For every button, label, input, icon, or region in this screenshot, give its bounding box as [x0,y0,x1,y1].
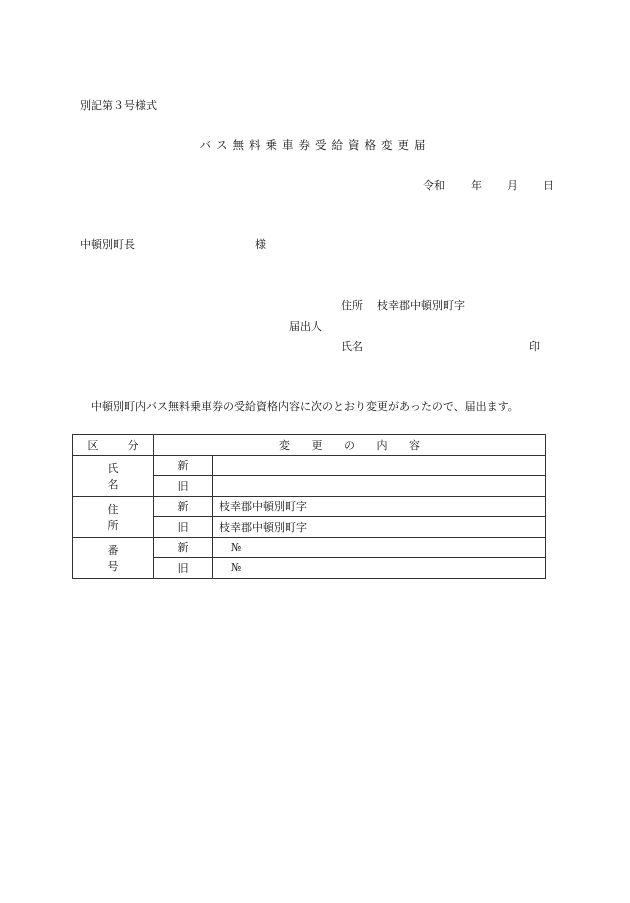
row-category-name: 氏 名 [73,455,154,496]
header-category: 区 分 [73,435,154,456]
number-old-field[interactable]: № [213,558,546,579]
addressee-name: 中頓別町長 [80,238,135,251]
notifier-label: 届出人 [289,320,322,333]
address-label: 住所 [341,299,363,312]
addressee-honorific: 様 [255,238,266,251]
name-old-field[interactable] [213,476,546,497]
row-old-label: 旧 [154,558,213,579]
name-new-field[interactable] [213,455,546,476]
date-day: 日 [543,179,554,192]
address-old-field[interactable]: 枝幸郡中頓別町字 [213,517,546,538]
row-new-label: 新 [154,537,213,558]
row-category-address: 住 所 [73,496,154,537]
table-row [73,537,546,558]
row-old-label: 旧 [154,476,213,497]
name-label: 氏名 [341,340,363,353]
change-table [72,434,546,579]
address-value: 枝幸郡中頓別町字 [377,299,465,312]
date-line [423,177,554,193]
date-era: 令和 [423,179,445,192]
seal-label: 印 [529,340,540,353]
number-new-field[interactable]: № [213,537,546,558]
row-new-label: 新 [154,455,213,476]
table-row [73,455,546,476]
document-title: バス無料乗車券受給資格変更届 [199,138,431,152]
date-month: 月 [507,179,518,192]
address-new-field[interactable]: 枝幸郡中頓別町字 [213,496,546,517]
row-old-label: 旧 [154,517,213,538]
table-row [73,496,546,517]
row-category-number: 番 号 [73,537,154,578]
statement-text: 中頓別町内バス無料乗車券の受給資格内容に次のとおり変更があったので、届出ます。 [91,400,519,413]
header-content: 変 更 の 内 容 [154,435,546,456]
table-header-row [73,435,546,456]
form-number: 別記第３号様式 [80,99,157,112]
row-new-label: 新 [154,496,213,517]
date-year: 年 [471,179,482,192]
